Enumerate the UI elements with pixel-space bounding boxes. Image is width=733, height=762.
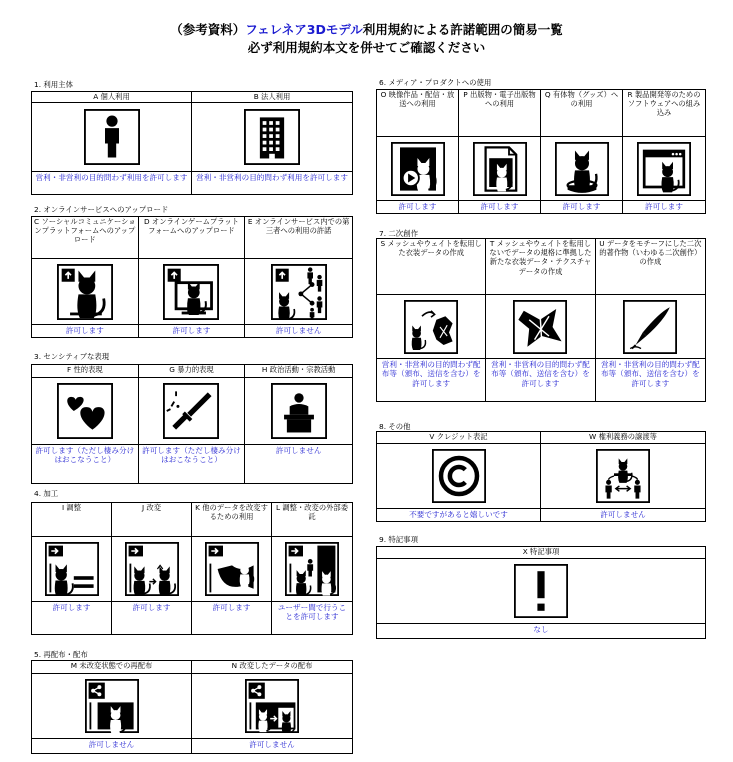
rule-icon-area <box>486 295 594 359</box>
section-table-s5 <box>31 660 353 754</box>
rule-icon-area <box>377 559 705 624</box>
rule-cell <box>32 92 192 194</box>
rule-status: 許可します <box>562 202 601 211</box>
section-label-s6: 6. メディア・プロダクトへの使用 <box>379 78 492 87</box>
rule-header: E オンラインサービス内での第三者への利用の許諾 <box>245 217 352 259</box>
section-label-s7: 7. 二次創作 <box>379 229 418 238</box>
rule-cell <box>192 503 272 634</box>
section-table-s7 <box>376 238 706 402</box>
rule-header: B 法人利用 <box>192 92 352 103</box>
section-label-s8: 8. その他 <box>379 422 411 431</box>
rule-cell <box>377 547 705 638</box>
rule-cell <box>377 239 486 401</box>
rule-header: C ソーシャルコミュニケーションプラットフォームへのアップロード <box>32 217 138 259</box>
section-label-s4: 4. 加工 <box>34 489 59 498</box>
rule-cell <box>112 503 192 634</box>
page-subtitle: 必ず利用規約本文を併せてご確認ください <box>247 40 486 55</box>
rule-cell <box>245 365 352 483</box>
rule-cell <box>459 90 541 213</box>
rule-status: 許可しません <box>275 446 322 455</box>
rule-icon-area <box>192 103 352 172</box>
rule-icon-area <box>192 674 352 739</box>
rule-header: R 製品開発等のためのソフトウェアへの組み込み <box>623 90 705 137</box>
rule-cell <box>541 90 623 213</box>
rule-status: 許可します <box>212 603 251 612</box>
rule-icon-area <box>139 259 245 325</box>
rule-status: 営利・非営利の目的問わず利用を許可します <box>196 173 348 182</box>
rule-status: 許可します <box>52 603 91 612</box>
software-icon <box>637 142 691 196</box>
rule-cell <box>32 661 192 753</box>
transfer-rights-icon <box>596 449 650 503</box>
rule-cell <box>245 217 352 337</box>
rule-icon-area <box>272 537 352 602</box>
rule-cell <box>32 365 139 483</box>
copyright-icon <box>432 449 486 503</box>
section-label-s1: 1. 利用主体 <box>34 80 73 89</box>
rule-header: A 個人利用 <box>32 92 191 103</box>
rule-header: V クレジット表記 <box>377 432 540 444</box>
rule-status: 許可しません <box>600 510 646 519</box>
rule-icon-area <box>377 295 485 359</box>
rule-cell <box>192 92 352 194</box>
rule-cell <box>139 365 246 483</box>
rule-cell <box>272 503 352 634</box>
rule-cell <box>192 661 352 753</box>
exclamation-icon <box>514 564 568 618</box>
section-table-s4 <box>31 502 353 635</box>
cloth-transfer-icon <box>404 300 458 354</box>
section-label-s3: 3. センシティブな表現 <box>34 352 110 361</box>
pen-icon <box>623 300 677 354</box>
rule-status: 許可します <box>65 326 104 335</box>
use-data-icon <box>205 542 259 596</box>
rule-status: なし <box>533 625 549 634</box>
rule-header: H 政治活動・宗教活動 <box>245 365 352 378</box>
figure-icon <box>555 142 609 196</box>
rule-header: W 権利義務の譲渡等 <box>541 432 705 444</box>
publication-icon <box>473 142 527 196</box>
rule-cell <box>623 90 705 213</box>
rule-icon-area <box>541 137 622 201</box>
rule-icon-area <box>32 674 191 739</box>
section-table-s2 <box>31 216 353 338</box>
rule-header: G 暴力的表現 <box>139 365 245 378</box>
rule-icon-area <box>32 537 111 602</box>
rule-icon-area <box>245 378 352 445</box>
rule-status: 営利・非営利の目的問わず配布等（頒布、送信を含む）を許可します <box>600 360 700 388</box>
rule-cell <box>377 90 459 213</box>
rule-status: 許可しません <box>249 740 295 749</box>
podium-icon <box>271 383 327 439</box>
share-people-icon <box>271 264 327 320</box>
person-icon <box>84 109 140 165</box>
section-table-s3 <box>31 364 353 484</box>
page-title: （参考資料）フェレネア3Dモデル利用規約による許諾範囲の簡易一覧 <box>170 22 563 37</box>
section-table-s8 <box>376 431 706 522</box>
rule-header: I 調整 <box>32 503 111 537</box>
rule-status: 許可します <box>172 326 211 335</box>
rule-header: P 出版物・電子出版物への利用 <box>459 90 540 137</box>
rule-header: X 特記事項 <box>377 547 705 559</box>
rule-cell <box>377 432 541 521</box>
rule-cell <box>596 239 705 401</box>
rule-header: S メッシュやウェイトを転用した衣装データの作成 <box>377 239 485 295</box>
section-table-s6 <box>376 89 706 214</box>
monitor-cat-icon <box>163 264 219 320</box>
rule-header: L 調整・改変の外部委託 <box>272 503 352 537</box>
section-label-s2: 2. オンラインサービスへのアップロード <box>34 205 169 214</box>
rule-icon-area <box>32 378 138 445</box>
rule-status: 許可します <box>480 202 519 211</box>
rule-icon-area <box>32 103 191 172</box>
rule-header: M 未改変状態での再配布 <box>32 661 191 674</box>
rule-status: 営利・非営利の目的問わず配布等（頒布、送信を含む）を許可します <box>381 360 481 388</box>
section-label-s9: 9. 特記事項 <box>379 535 418 544</box>
rule-icon-area <box>32 259 138 325</box>
rule-icon-area <box>112 537 191 602</box>
rule-header: Q 有体物（グッズ）への利用 <box>541 90 622 137</box>
rule-icon-area <box>377 444 540 509</box>
outsource-icon <box>285 542 339 596</box>
rule-header: U データをモチーフにした二次的著作物（いわゆる二次創作）の作成 <box>596 239 705 295</box>
rule-cell <box>139 217 246 337</box>
rule-icon-area <box>139 378 245 445</box>
rule-icon-area <box>596 295 705 359</box>
section-table-s9 <box>376 546 706 639</box>
hearts-icon <box>57 383 113 439</box>
rule-icon-area <box>245 259 352 325</box>
rule-header: F 性的表現 <box>32 365 138 378</box>
upload-cat-icon <box>57 264 113 320</box>
rule-status: 許可します（ただし棲み分けはおこなうこと） <box>35 446 135 465</box>
rule-icon-area <box>192 537 271 602</box>
rule-status: 営利・非営利の目的問わず配布等（頒布、送信を含む）を許可します <box>491 360 590 388</box>
section-label-s5: 5. 再配布・配布 <box>34 650 88 659</box>
rule-header: T メッシュやウェイトを転用しないでデータの規格に準拠した新たな衣装データ・テクスチャデータの作成 <box>486 239 594 295</box>
rule-cell <box>32 217 139 337</box>
rule-icon-area <box>377 137 458 201</box>
building-icon <box>244 109 300 165</box>
rule-cell <box>541 432 705 521</box>
rule-header: D オンラインゲームプラットフォームへのアップロード <box>139 217 245 259</box>
section-table-s1 <box>31 91 353 195</box>
adjust-icon <box>45 542 99 596</box>
rule-status: 許可します <box>645 202 683 211</box>
rule-status: 許可します <box>398 202 437 211</box>
knife-icon <box>163 383 219 439</box>
distribute-modified-icon <box>245 679 299 733</box>
rule-icon-area <box>541 444 705 509</box>
rule-icon-area <box>623 137 705 201</box>
rule-status: ユーザー間で行うことを許可します <box>277 603 347 622</box>
rule-header: K 他のデータを改変するための利用 <box>192 503 271 537</box>
rule-status: 許可しません <box>88 740 135 749</box>
redistribute-icon <box>85 679 139 733</box>
rule-header: J 改変 <box>112 503 191 537</box>
rule-header: O 映像作品・配信・放送への利用 <box>377 90 458 137</box>
video-icon <box>391 142 445 196</box>
rule-status: 許可します（ただし棲み分けはおこなうこと） <box>142 446 241 465</box>
rule-cell <box>486 239 595 401</box>
rule-icon-area <box>459 137 540 201</box>
cloth-icon <box>513 300 567 354</box>
rule-status: 許可しません <box>275 326 322 335</box>
rule-cell <box>32 503 112 634</box>
model-name: フェレネア3Dモデル <box>245 22 363 37</box>
modify-icon <box>125 542 179 596</box>
rule-status: 許可します <box>132 603 171 612</box>
rule-status: 営利・非営利の目的問わず利用を許可します <box>35 173 188 182</box>
rule-header: N 改変したデータの配布 <box>192 661 352 674</box>
rule-status: 不要ですがあると嬉しいです <box>409 510 508 519</box>
